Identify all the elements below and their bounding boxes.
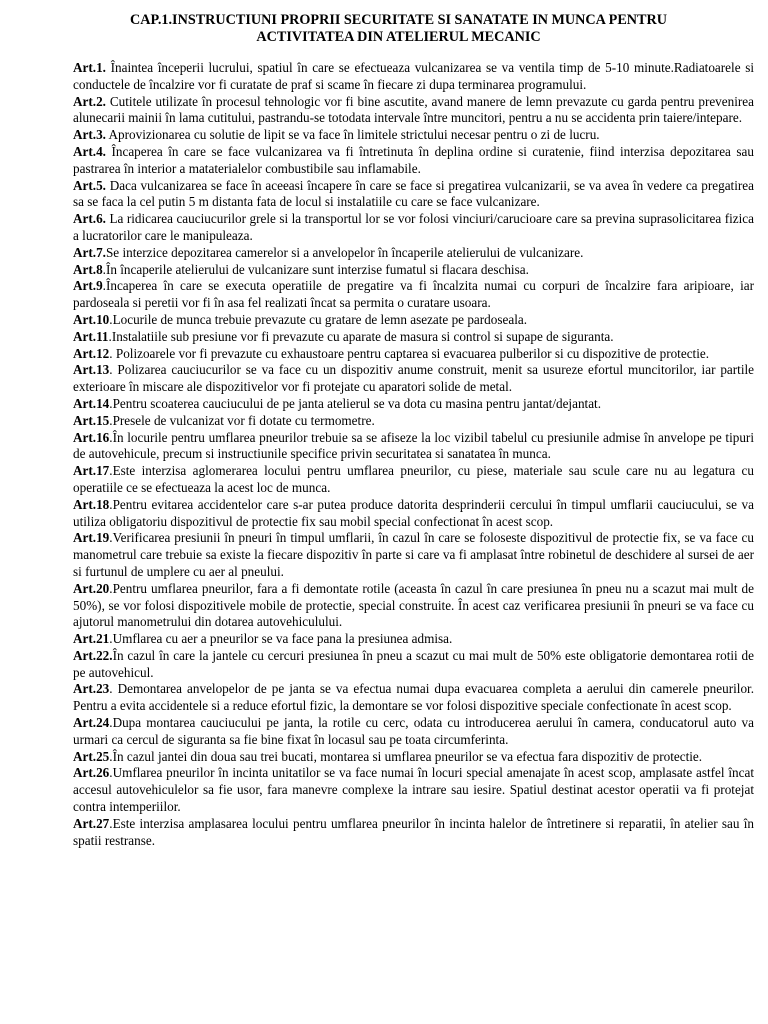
article-number: Art.26: [73, 765, 110, 781]
article-paragraph: [73, 497, 754, 531]
article-paragraph: [73, 127, 754, 144]
article-number: Art.6.: [73, 211, 106, 227]
article-number: Art.1.: [73, 60, 106, 75]
article-paragraph: [73, 648, 754, 682]
articles-list: [73, 60, 754, 849]
article-text: .Este interzisa amplasarea locului pentru umflarea pneurilor în incinta halelor de întretinere si reparatii, în atelier sau în spatii restranse.: [73, 815, 754, 848]
article-number: Art.21: [73, 631, 110, 647]
page-title: [43, 12, 754, 46]
article-paragraph: [73, 430, 754, 464]
article-text: . Demontarea anvelopelor de pe janta se va efectua numai dupa evacuarea completa a aerului din camerele pneurilor. Pentru a evita accidentele si a reduce efortul fizic, la demontare se vor folosi dispozitive speciale confectionate în acest scop.: [73, 681, 754, 714]
article-text: Se interzice depozitarea camerelor si a anvelopelor în încaperile atelierului de vulcanizare.: [105, 244, 584, 260]
article-number: Art.22.: [73, 647, 113, 663]
article-paragraph: [73, 329, 754, 346]
article-text: Înaintea începerii lucrului, spatiul în care se efectueaza vulcanizarea se va ventila timp de 5-10 minute.Radiatoarele si conductele de încalzire vor fi curatate de praf si scame în fiecare zi dupa terminarea programului.: [73, 60, 754, 92]
article-text: .Dupa montarea cauciucului pe janta, la rotile cu cerc, odata cu introducerea aerului în camera, conducatorul auto va urmari ca cercul de siguranta sa fie bine fixat în locasul sau pe toata circumferinta.: [73, 715, 754, 747]
article-number: Art.19: [73, 530, 110, 546]
article-number: Art.17: [73, 463, 110, 479]
article-text: .Pentru evitarea accidentelor care s-ar putea produce datorita desprinderii cercului în timpul umflarii cauciucului, se va utiliza obligatoriu dispozitivul de protectie fix sau mobil special confectionat în acest scop.: [73, 496, 754, 529]
article-paragraph: [73, 581, 754, 631]
article-text: .Instalatiile sub presiune vor fi prevazute cu aparate de masura si control si supape de siguranta.: [108, 328, 614, 344]
article-paragraph: [73, 413, 754, 430]
article-text: .În cazul jantei din doua sau trei bucati, montarea si umflarea pneurilor se va efectua fara dispozitiv de protectie.: [109, 748, 703, 764]
article-paragraph: [73, 211, 754, 245]
article-text: Încaperea în care se face vulcanizarea va fi întretinuta în deplina ordine si curatenie, fiind interzisa depozitarea sau pastrarea în interior a mataterialelor combustibile sau inflamabile.: [73, 143, 754, 176]
article-number: Art.10: [73, 311, 110, 327]
article-paragraph: [73, 715, 754, 749]
article-number: Art.4.: [73, 143, 106, 159]
article-paragraph: [73, 312, 754, 329]
article-paragraph: [73, 631, 754, 648]
article-paragraph: [73, 816, 754, 850]
article-paragraph: [73, 60, 754, 94]
article-text: .Verificarea presiunii în pneuri în timpul umflarii, în cazul în care se foloseste dispozitivul de protectie fix, se va face cu manometrul care trebuie sa existe la fiecare dispozitiv în parte si care va fi amplasat între robinetul de deschidere al sursei de aer si furtunul de umplere cu aer al pneului.: [73, 530, 754, 579]
article-paragraph: [73, 262, 754, 279]
title-line-2: ACTIVITATEA DIN ATELIERUL MECANIC: [256, 29, 541, 45]
article-number: Art.2.: [73, 93, 106, 109]
article-number: Art.3.: [73, 127, 106, 143]
article-text: .Pentru umflarea pneurilor, fara a fi demontate rotile (aceasta în cazul în care presiunea în pneu nu a scazut mai mult de 50%), se vor folosi dispozitivele mobile de protectie, special construite. În acest caz verificarea presiunii în pneuri se va face cu ajutorul manometrului din dotarea autovehiculului.: [73, 580, 754, 630]
article-paragraph: [73, 245, 754, 262]
article-text: . Polizoarele vor fi prevazute cu exhaustoare pentru captarea si evacuarea pulberilor si cu dispozitive de protectie.: [109, 345, 710, 361]
article-text: .Umflarea cu aer a pneurilor se va face pana la presiunea admisa.: [109, 631, 453, 647]
article-number: Art.13: [73, 362, 110, 378]
article-paragraph: [73, 362, 754, 396]
article-text: .Este interzisa aglomerarea locului pentru umflarea pneurilor, cu piese, materiale sau scule care nu au legatura cu operatiile ce se efectueaza la acest loc de munca.: [73, 463, 754, 495]
article-number: Art.9: [73, 278, 103, 294]
article-paragraph: [73, 749, 754, 766]
article-text: .În încaperile atelierului de vulcanizare sunt interzise fumatul si flacara deschisa.: [102, 261, 529, 277]
article-text: .În locurile pentru umflarea pneurilor trebuie sa se afiseze la loc vizibil tabelul cu presiunile admise în anvelope pe tipuri de autovehicule, precum si instructiunile specifice privin securitatea si sanatatea în munca.: [73, 429, 754, 462]
article-text: .Pentru scoaterea cauciucului de pe janta atelierul se va dota cu masina pentru jantat/dejantat.: [109, 395, 602, 411]
article-paragraph: [73, 278, 754, 312]
article-text: .Locurile de munca trebuie prevazute cu gratare de lemn asezate pe pardoseala.: [109, 311, 528, 327]
title-line-1: CAP.1.INSTRUCTIUNI PROPRII SECURITATE SI SANATATE IN MUNCA PENTRU: [130, 12, 667, 28]
article-text: Cutitele utilizate în procesul tehnologic vor fi bine ascutite, avand manere de lemn prevazute cu garda pentru prevenirea alunecarii mainii în lama cutitului, pastrandu-se totodata intervale între muncitori, pentru a nu se accidenta prin taiere/intepare.: [73, 93, 754, 126]
article-paragraph: [73, 396, 754, 413]
article-text: În cazul în care la jantele cu cercuri presiunea în pneu a scazut cu mai mult de 50% este obligatorie demontarea rotii de pe autovehicul.: [73, 647, 754, 680]
article-number: Art.15: [73, 412, 110, 428]
article-text: La ridicarea cauciucurilor grele si la transportul lor se vor folosi vinciuri/carucioare care sa previna suprasolicitarea fizica a lucratorilor care le manipuleaza.: [73, 211, 754, 243]
article-text: . Polizarea cauciucurilor se va face cu un dispozitiv anume construit, menit sa usureze efortul muncitorilor, iar partile exterioare în miscare ale dispozitivelor vor fi protejate cu aparatori solide de metal.: [73, 362, 754, 395]
article-text: .Presele de vulcanizat vor fi dotate cu termometre.: [109, 412, 375, 428]
article-number: Art.24: [73, 715, 110, 731]
article-text: Daca vulcanizarea se face în aceeasi încapere în care se face si pregatirea vulcanizarii, se va avea în vedere ca pregatirea sa se faca la cel putin 5 m distanta fata de locul si instalatiile cu care se face vulcanizare.: [73, 177, 754, 210]
article-paragraph: [73, 94, 754, 128]
article-paragraph: [73, 765, 754, 815]
article-paragraph: [73, 681, 754, 715]
article-number: Art.23: [73, 681, 110, 697]
article-number: Art.14: [73, 395, 110, 411]
article-paragraph: [73, 178, 754, 212]
article-number: Art.5.: [73, 177, 106, 193]
article-paragraph: [73, 530, 754, 580]
article-text: .Încaperea în care se executa operatiile de pregatire va fi încalzita numai cu corpuri de încalzire fara aripioare, iar pardoseala si peretii vor fi în asa fel realizati încat sa permita o curatare usoara.: [73, 278, 754, 311]
article-text: Aprovizionarea cu solutie de lipit se va face în limitele strictului necesar pentru o zi de lucru.: [105, 127, 600, 143]
article-paragraph: [73, 346, 754, 363]
article-text: .Umflarea pneurilor în incinta unitatilor se va face numai în locuri special amenajate în acest scop, amplasate astfel încat accesul autovehiculelor sa fie usor, fara manevre complexe la intrare sau iesire. Spatiul destinat acestor operatii va fi protejat contra intemperiilor.: [73, 765, 754, 815]
article-paragraph: [73, 463, 754, 497]
article-number: Art.27: [73, 815, 110, 831]
article-number: Art.8: [73, 261, 103, 277]
article-number: Art.11: [73, 328, 109, 344]
article-number: Art.20: [73, 580, 110, 596]
article-number: Art.16: [73, 429, 110, 445]
article-number: Art.25: [73, 748, 110, 764]
article-number: Art.18: [73, 496, 110, 512]
article-number: Art.12: [73, 345, 110, 361]
article-number: Art.7.: [73, 244, 106, 260]
article-paragraph: [73, 144, 754, 178]
